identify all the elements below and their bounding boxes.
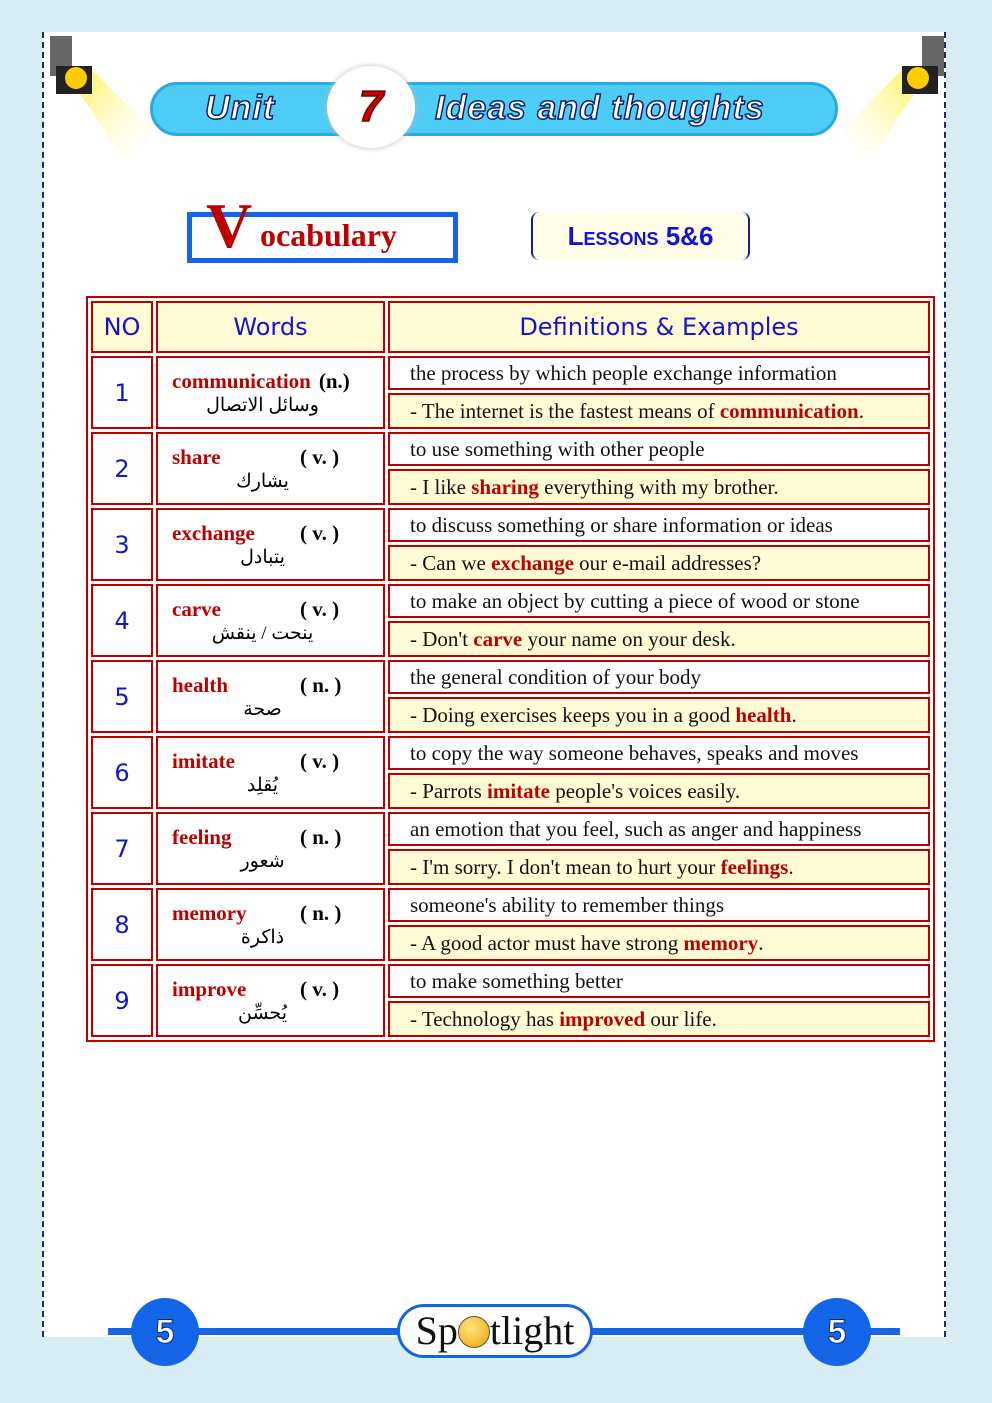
row-number: 9 xyxy=(91,964,153,1037)
word-cell xyxy=(156,432,385,505)
row-number: 5 xyxy=(91,660,153,733)
word: share xyxy=(172,444,221,469)
word: feeling xyxy=(172,824,232,849)
example xyxy=(388,1001,930,1037)
definition: to discuss something or share information or ideas xyxy=(388,508,930,542)
page-number-right: 5 xyxy=(803,1298,871,1366)
word-cell xyxy=(156,888,385,961)
page-number-left: 5 xyxy=(131,1298,199,1366)
example xyxy=(388,393,930,429)
row-number: 2 xyxy=(91,432,153,505)
header-definitions: Definitions & Examples xyxy=(388,301,930,353)
header-no: NO xyxy=(91,301,153,353)
example-keyword: imitate xyxy=(487,778,550,803)
example-text-end: . xyxy=(788,854,794,879)
example-keyword: exchange xyxy=(491,550,574,575)
word-cell xyxy=(156,508,385,581)
table-row xyxy=(91,584,930,618)
row-number: 8 xyxy=(91,888,153,961)
arabic-meaning: ينحت / ينقش xyxy=(211,622,314,644)
part-of-speech: ( v. ) xyxy=(300,748,340,773)
example xyxy=(388,849,930,885)
row-number: 3 xyxy=(91,508,153,581)
table-row xyxy=(91,736,930,770)
example-text: - I like xyxy=(410,474,472,499)
arabic-meaning: يُحسِّن xyxy=(238,1002,287,1024)
part-of-speech: ( v. ) xyxy=(300,520,340,545)
table-row xyxy=(91,432,930,466)
example-text-end: . xyxy=(858,398,864,423)
example xyxy=(388,621,930,657)
vocabulary-initial: V xyxy=(206,190,253,261)
arabic-meaning: ذاكرة xyxy=(240,926,285,948)
vocabulary-table xyxy=(86,296,935,1042)
word: memory xyxy=(172,900,247,925)
row-number: 6 xyxy=(91,736,153,809)
globe-icon xyxy=(458,1316,490,1348)
part-of-speech: (n.) xyxy=(318,368,350,393)
logo-text-start: Sp xyxy=(415,1308,458,1353)
word: health xyxy=(172,672,229,697)
arabic-meaning: وسائل الاتصال xyxy=(206,394,319,416)
arabic-meaning: يُقلِد xyxy=(246,774,279,796)
example-keyword: communication xyxy=(719,398,859,423)
unit-label: Unit xyxy=(205,89,276,127)
definition: an emotion that you feel, such as anger and happiness xyxy=(388,812,930,846)
part-of-speech: ( v. ) xyxy=(300,596,340,621)
example-text-end: people's voices easily. xyxy=(549,778,741,803)
word: carve xyxy=(172,596,221,621)
example-text: - A good actor must have strong xyxy=(410,930,684,955)
table-row xyxy=(91,508,930,542)
word-cell xyxy=(156,812,385,885)
table-header-row xyxy=(91,301,930,353)
word-cell xyxy=(156,660,385,733)
example-text-end: everything with my brother. xyxy=(538,474,779,499)
table-row xyxy=(91,964,930,998)
example-keyword: health xyxy=(735,702,792,727)
example-text-end: our e-mail addresses? xyxy=(573,550,762,575)
arabic-meaning: صحة xyxy=(243,698,282,720)
example-text: - Doing exercises keeps you in a good xyxy=(410,702,736,727)
word: imitate xyxy=(172,748,235,773)
word: improve xyxy=(172,976,247,1001)
example xyxy=(388,925,930,961)
arabic-meaning: شعور xyxy=(240,850,285,872)
example-keyword: carve xyxy=(473,626,523,651)
word: exchange xyxy=(172,520,255,545)
row-number: 1 xyxy=(91,356,153,429)
example-text: - Don't xyxy=(410,626,474,651)
spotlight-logo xyxy=(397,1304,593,1358)
example xyxy=(388,469,930,505)
lessons-label: Lessons 5&6 xyxy=(531,212,750,260)
unit-number: 7 xyxy=(327,66,415,148)
example-text: - Parrots xyxy=(410,778,487,803)
word-cell xyxy=(156,964,385,1037)
part-of-speech: ( n. ) xyxy=(300,900,342,925)
word-cell xyxy=(156,584,385,657)
definition: to make something better xyxy=(388,964,930,998)
example-keyword: sharing xyxy=(471,474,539,499)
example xyxy=(388,545,930,581)
part-of-speech: ( n. ) xyxy=(300,672,342,697)
header-words: Words xyxy=(156,301,385,353)
definition: to copy the way someone behaves, speaks and moves xyxy=(388,736,930,770)
word: communication xyxy=(172,368,311,393)
example-text-end: . xyxy=(758,930,764,955)
definition: the process by which people exchange information xyxy=(388,356,930,390)
example-text: - Technology has xyxy=(410,1006,560,1031)
definition: someone's ability to remember things xyxy=(388,888,930,922)
unit-title: Ideas and thoughts xyxy=(435,89,765,127)
part-of-speech: ( v. ) xyxy=(300,444,340,469)
example-text-end: your name on your desk. xyxy=(522,626,736,651)
definition: the general condition of your body xyxy=(388,660,930,694)
definition: to use something with other people xyxy=(388,432,930,466)
table-row xyxy=(91,660,930,694)
example xyxy=(388,773,930,809)
example-keyword: feelings xyxy=(720,854,789,879)
table-row xyxy=(91,888,930,922)
part-of-speech: ( v. ) xyxy=(300,976,340,1001)
example-keyword: memory xyxy=(683,930,759,955)
row-number: 7 xyxy=(91,812,153,885)
example-text: - Can we xyxy=(410,550,492,575)
arabic-meaning: يتبادل xyxy=(240,546,285,568)
table-row xyxy=(91,356,930,390)
unit-banner xyxy=(150,82,838,136)
arabic-meaning: يشارك xyxy=(236,470,289,492)
vocabulary-heading xyxy=(187,190,458,263)
row-number: 4 xyxy=(91,584,153,657)
example-text-end: . xyxy=(791,702,797,727)
logo-text-end: tlight xyxy=(489,1308,575,1353)
word-cell xyxy=(156,736,385,809)
example-keyword: improved xyxy=(559,1006,646,1031)
word-cell xyxy=(156,356,385,429)
part-of-speech: ( n. ) xyxy=(300,824,342,849)
spotlight-right-icon xyxy=(836,36,946,166)
definition: to make an object by cutting a piece of wood or stone xyxy=(388,584,930,618)
example-text: - I'm sorry. I don't mean to hurt your xyxy=(410,854,721,879)
example-text: - The internet is the fastest means of xyxy=(410,398,720,423)
example xyxy=(388,697,930,733)
vocabulary-rest: ocabulary xyxy=(260,217,397,253)
spotlight-left-icon xyxy=(48,36,158,166)
table-row xyxy=(91,812,930,846)
example-text-end: our life. xyxy=(645,1006,717,1031)
